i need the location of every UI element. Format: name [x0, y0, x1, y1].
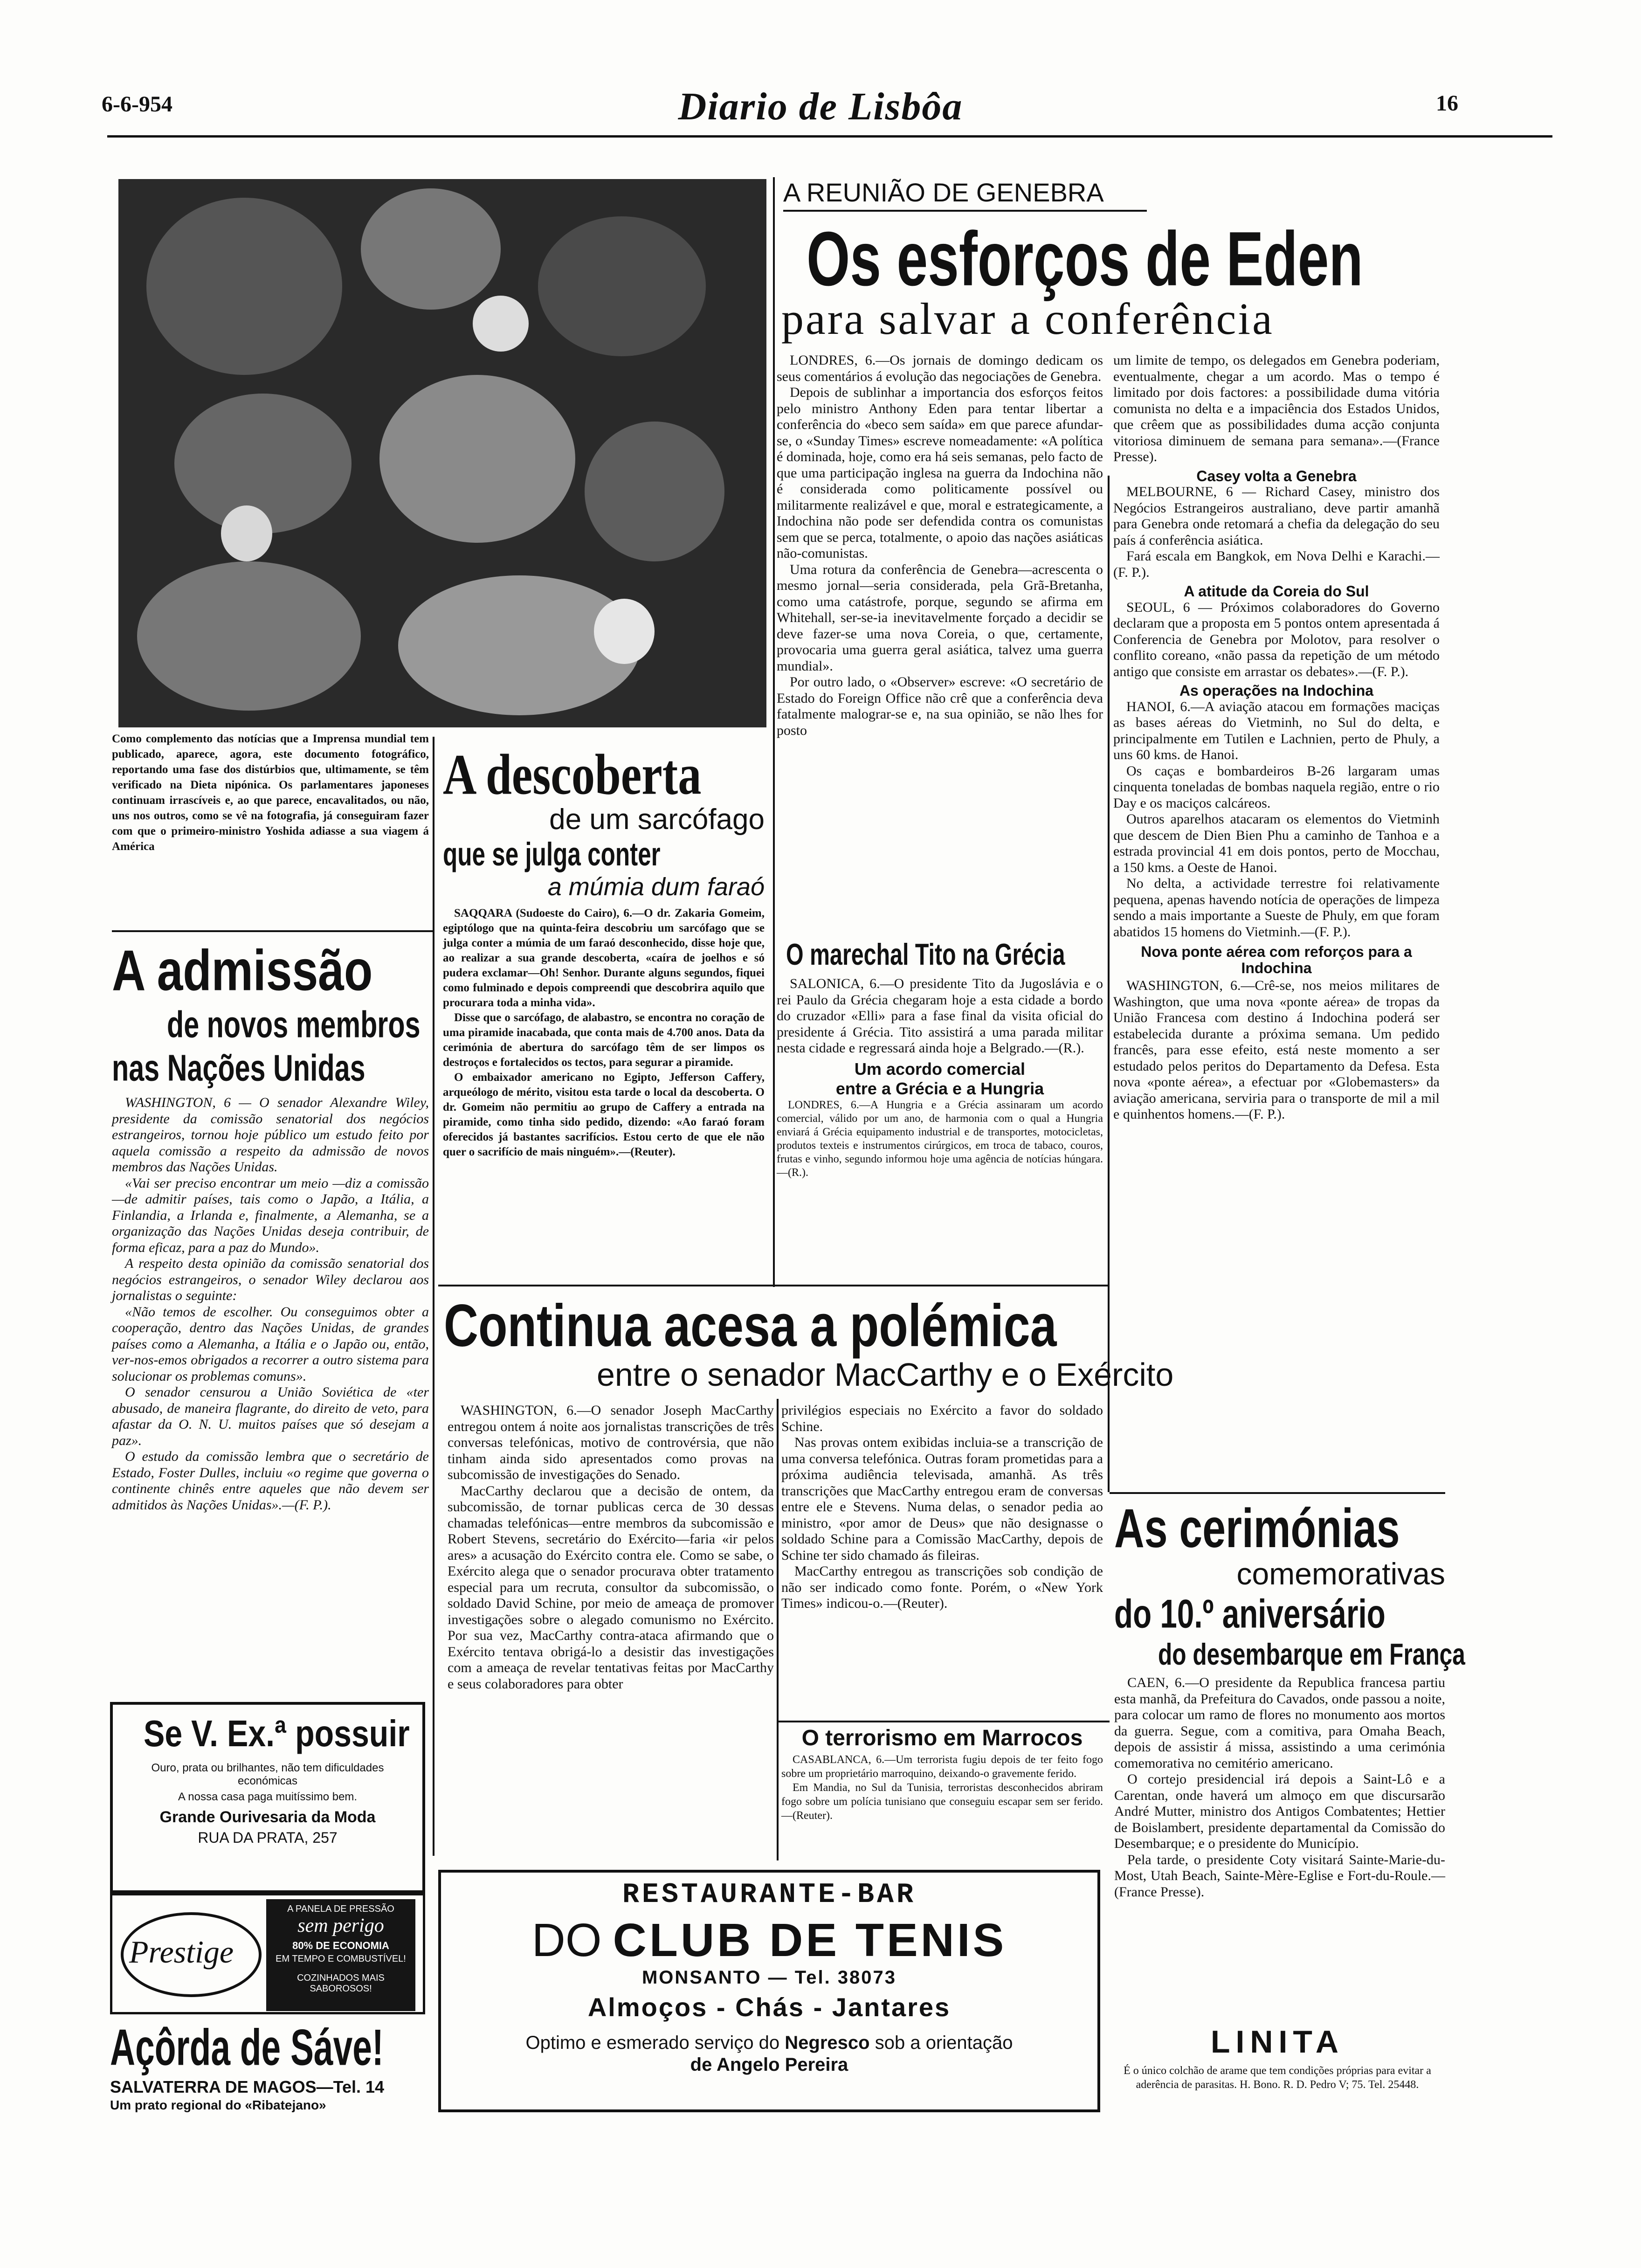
paragraph: LONDRES, 6.—A Hungria e a Grécia assinaram um acordo comercial, válido por um ano, de harmonia com o qual a Hungria enviará á Grécia equipamento industrial e de transportes, motocicletas, produtos texteis e instrumentos cirúrgicos, em troca de tabaco, couros, frutas e vinho, segundo informou hoje uma agência de notícias húngara.—(R.). — [777, 1099, 1103, 1179]
paragraph: «Vai ser preciso encontrar um meio —diz a comissão—de admitir países, tais como o Japão, a Itália, a Finlandia, a Irlanda e, finalmente, a Alemanha, se a organização das Nações Unidas deseja contribuir, de forma eficaz, para a paz do Mundo». — [112, 1175, 429, 1255]
marrocos-title: O terrorismo em Marrocos — [801, 1726, 1083, 1750]
ad-prestige — [110, 1893, 425, 2014]
descoberta-article — [443, 741, 765, 1278]
paragraph: WASHINGTON, 6.—O senador Joseph MacCarthy entregou ontem á noite aos jornalistas transcrições de três conversas telefónicas, motivo de controvérsia, que não tinham ainda sido apresentados como provas na subcomissão de investigações do Senado. — [448, 1403, 774, 1482]
paragraph: «Não temos de escolher. Ou conseguimos obter a cooperação, dentro das Nações Unidas, de grandes países como a Alemanha, a Itália e o Japão ou, então, ver-nos-emos obrigados a recorrer a outro sistema para solucionar os problemas comuns». — [112, 1304, 429, 1384]
restaurante-l4: Almoços - Chás - Jantares — [587, 1992, 951, 2022]
paragraph: Os caças e bombardeiros B-26 largaram umas cinquenta toneladas de bombas naquela região, entre o rio Day e os maciços calcáreos. — [1113, 763, 1440, 811]
ponte-title: Nova ponte aérea com reforços para a Indochina — [1141, 943, 1412, 976]
eden-headline: Os esforços de Eden — [807, 215, 1363, 302]
restaurante-l3: MONSANTO — Tel. 38073 — [641, 1967, 897, 1988]
cerimonias-h2: comemorativas — [1236, 1556, 1445, 1591]
linita-title: LINITA — [1210, 2024, 1345, 2060]
paragraph: Por outro lado, o «Observer» escreve: «O secretário de Estado do Foreign Office não crê que a conferência deva fatalmente malograr-se e, na sua opinião, se não lhes for posto — [777, 674, 1103, 738]
paragraph: MELBOURNE, 6 — Richard Casey, ministro dos Negócios Estrangeiros australiano, deve partir amanhã para Genebra onde retomará a chefia da delegação do seu país á conferência asiática. — [1113, 484, 1440, 548]
paragraph: O estudo da comissão lembra que o secretário de Estado, Foster Dulles, incluiu «o regime que governa o continente chinês entre aqueles que não devem ser admitidos às Nações Unidas».—(F. P.). — [112, 1449, 429, 1513]
paragraph: O senador censurou a União Soviética de «ter abusado, de maneira flagrante, do direito de veto, para afastar da O. N. U. muitos países que só desejam a paz». — [112, 1384, 429, 1448]
prestige-t1: A PANELA DE PRESSÃO — [287, 1904, 394, 1914]
restaurante-l5b: Negresco — [785, 2033, 870, 2053]
page-number: 16 — [1436, 91, 1458, 116]
prestige-t3: 80% DE ECONOMIA — [292, 1940, 389, 1951]
polemica-col-2 — [781, 1403, 1103, 1612]
cerimonias-h4: do desembarque em França — [1158, 1638, 1465, 1672]
ad-linita — [1114, 2024, 1441, 2092]
paragraph: SALONICA, 6.—O presidente Tito da Jugoslávia e o rei Paulo da Grécia chegaram hoje a esta cidade a bordo do cruzador «Elli» para a fase final da visita oficial do presidente á Grécia. Tito assistirá a uma parada militar nesta cidade e regressará ainda hoje a Belgrado.—(R.). — [777, 976, 1103, 1056]
ad-restaurante — [438, 1870, 1100, 2112]
prestige-t5: COZINHADOS MAIS SABOROSOS! — [297, 1973, 385, 1994]
prestige-t4: EM TEMPO E COMBUSTÍVEL! — [276, 1954, 406, 1964]
paragraph: Uma rotura da conferência de Genebra—acrescenta o mesmo jornal—seria considerada, pela Grã-Bretanha, como uma catástrofe, porque, segundo se afirma em Whitehall, ser-se-ia inevitavelmente forçado a decidir se deve fazer-se uma nova Coreia, o que, certamente, provocaria uma guerra geral asiática, talvez uma guerra mundial». — [777, 561, 1103, 674]
polemica-h2: entre o senador MacCarthy e o Exército — [597, 1356, 1174, 1393]
admissao-h3: nas Nações Unidas — [112, 1047, 365, 1089]
paragraph: Pela tarde, o presidente Coty visitará Sainte-Marie-du-Most, Utah Beach, Sainte-Mère-Eglise e Fort-du-Roule.—(France Presse). — [1114, 1852, 1445, 1900]
descoberta-h3: que se julga conter — [443, 836, 661, 873]
casey-title: Casey volta a Genebra — [1196, 467, 1357, 484]
coreia-title: A atitude da Coreia do Sul — [1184, 583, 1369, 600]
news-photo — [118, 179, 766, 727]
paragraph: CAEN, 6.—O presidente da Republica francesa partiu esta manhã, da Prefeitura do Cavados, onde passou a noite, para colocar um ramo de flores no monumento aos mortos da guerra. Segue, com a comitiva, para Omaha Beach, depois de assistir á missa, assistindo a uma cerimónia comemorativa no cemitério americano. — [1114, 1675, 1445, 1771]
tito-article — [777, 937, 1103, 1180]
indochina-title: As operações na Indochina — [1179, 682, 1374, 699]
ourives-title: Se V. Ex.ª possuir — [144, 1713, 410, 1754]
descoberta-h1: A descoberta — [443, 742, 702, 807]
issue-date: 6-6-954 — [102, 92, 172, 117]
paragraph: um limite de tempo, os delegados em Genebra poderiam, eventualmente, chegar a um acordo. Mas o tempo é limitado por dois factores: a possibilidade duma vitória comunista no delta e a impaciência dos Estados Unidos, que crêem que as possibilidades duma acção conjunta vitoriosa diminuem de semana para semana».—(France Presse). — [1113, 353, 1440, 464]
ad-ourivesaria — [110, 1702, 425, 1893]
marrocos-article — [781, 1725, 1103, 1823]
polemica-h1: Continua acesa a polémica — [444, 1293, 1057, 1359]
eden-col-2 — [1113, 353, 1440, 1123]
paragraph: O embaixador americano no Egipto, Jefferson Caffery, arqueólogo de mérito, visitou esta tarde o local da descoberta. O dr. Gomeim não permitiu ao grupo de Caffery a entrada na piramide, como tinha sido pedido, dizendo: «Ao faraó foram oferecidos já bastantes sacrifícios. Estou certo de que ele não quer o sacrifício de mais ninguém».—(Reuter). — [443, 1071, 765, 1158]
restaurante-l1: RESTAURANTE-BAR — [622, 1879, 917, 1911]
ad-acorda — [110, 2019, 427, 2113]
masthead-title: Diario de Lisbôa — [678, 85, 963, 128]
cerimonias-h3: do 10.º aniversário — [1114, 1592, 1386, 1637]
paragraph: privilégios especiais no Exército a favor do soldado Schine. — [781, 1403, 1103, 1434]
restaurante-l2b: CLUB DE TENIS — [613, 1914, 1007, 1966]
paragraph: WASHINGTON, 6.—Crê-se, nos meios militares de Washington, que uma nova «ponte aérea» de tropas da União Francesa com destino á Indochina poderá ser estabelecida durante a próxima semana. Um pedido francês, para esse efeito, está neste momento a ser estudado pelos peritos do Departamento da Defesa. Esta nova «ponte aérea», a efectuar por «Globemasters» da aviação americana, serviria para o transporte de mil a mil e quinhentos homens.—(F. P.). — [1113, 978, 1440, 1122]
prestige-panel — [266, 1899, 415, 2011]
paragraph: MacCarthy entregou as transcrições sob condição de não ser indicado como fonte. Porém, o «New York Times» indicou-o.—(Reuter). — [781, 1563, 1103, 1611]
eden-col-1 — [777, 353, 1103, 739]
paragraph: Fará escala em Bangkok, em Nova Delhi e Karachi.—(F. P.). — [1113, 548, 1440, 580]
ourives-name: Grande Ourivesaria da Moda — [159, 1808, 376, 1826]
restaurante-l2a: DO — [531, 1914, 602, 1966]
paragraph: Outros aparelhos atacaram os elementos do Vietminh que descem de Dien Bien Phu a caminho de Tanhoa e a estrada provincial 41 em dois pontos, perto de Mocchau, a 150 kms. a Oeste de Hanoi. — [1113, 811, 1440, 875]
descoberta-h4: a múmia dum faraó — [547, 873, 765, 901]
polemica-col-1 — [448, 1403, 774, 1692]
acorda-title: Açôrda de Sáve! — [110, 2019, 384, 2076]
restaurante-l6: de Angelo Pereira — [690, 2054, 848, 2075]
paragraph: HANOI, 6.—A aviação atacou em formações maciças as bases aéreas do Vietminh, no Sul do delta, e principalmente em Tutilen e Lachnien, perto de Phuly, a uns 60 kms. de Hanoi. — [1113, 698, 1440, 762]
paragraph: A respeito desta opinião da comissão senatorial dos negócios estrangeiros, o senador Wiley declarou aos jornalistas o seguinte: — [112, 1256, 429, 1303]
admissao-h1: A admissão — [112, 938, 373, 1003]
admissao-article — [112, 937, 429, 1513]
paragraph: No delta, a actividade terrestre foi relativamente pequena, apenas havendo notícia de operações de limpeza sendo a mais importante a Sueste de Phuly, em que foram abatidos 15 homens do Vietminh.—(F. P.). — [1113, 876, 1440, 940]
header-rule — [107, 135, 1552, 138]
descoberta-h2: de um sarcófago — [549, 803, 765, 836]
linita-text: É o único colchão de arame que tem condições próprias para evitar a aderência de parasitas. H. Bono. R. D. Pedro V; 75. Tel. 25448. — [1124, 2065, 1431, 2091]
paragraph: MacCarthy declarou que a decisão de ontem, da subcomissão, de tornar publicas cerca de 30 dessas chamadas telefónicas—entre membros da subcomissão e Robert Stevens, secretário do Exército—faria «ir pelos ares» a acusação do Exército contra ele. Como se sabe, o Exército alega que o senador procurava obter tratamento especial para um recruta, consultor da subcomissão, o soldado David Schine, por meio de ameaça de promover investigações sobre o alegado comunismo no Exército. Por sua vez, MacCarthy contra-ataca afirmando que o Exército tentava obrigá-lo a desistir das investigações com a ameaça de revelar tentativas feitas por MacCarthy e seus colaboradores para obter — [448, 1483, 774, 1692]
restaurante-l5a: Optimo e esmerado serviço do — [525, 2033, 780, 2053]
ourives-line-1: Ouro, prata ou brilhantes, não tem dificuldades económicas — [151, 1762, 384, 1787]
paragraph: Depois de sublinhar a importancia dos esforços feitos pelo ministro Anthony Eden para tentar libertar a conferência do «beco sem saída» em que parece afundar-se, o «Sunday Times» escreve nomeadamente: «A política é dominada, hoje, como era há seis semanas, pelo facto de que uma participação inglesa na guerra da Indochina não é considerada como politicamente possível ou militarmente realizável e que, moral e estrategicamente, a Indochina não pode ser defendida contra os comunistas sem que se perca, totalmente, o apoio das nações asiáticas não-comunistas. — [777, 385, 1103, 561]
acorda-sub: Um prato regional do «Ribatejano» — [110, 2098, 326, 2112]
acorda-line: SALVATERRA DE MAGOS—Tel. 14 — [110, 2077, 385, 2096]
paragraph: SEOUL, 6 — Próximos colaboradores do Governo declaram que a proposta em 5 pontos ontem apresentada á Conferencia de Genebra por Molotov, para resolver o conflito coreano, «não passa da repetição de um método antigo que consiste em arrastar os debates».—(F. P.). — [1113, 599, 1440, 679]
paragraph: O cortejo presidencial irá depois a Saint-Lô e a Carentan, onde haverá um almoço em que discursarão André Mutter, ministro dos Antigos Combatentes; Hettier de Boislambert, presidente departamental da Comissão do Desembarque; e o presidente do Município. — [1114, 1771, 1445, 1851]
eden-kicker: A REUNIÃO DE GENEBRA — [783, 178, 1104, 207]
paragraph: Nas provas ontem exibidas incluia-se a transcrição de uma conversa telefónica. Outras foram prometidas para a próxima audiência televisada, amanhã. As três transcrições que MacCarthy entregou eram de conversas entre ele e Stevens. Numa delas, o senador pedia ao ministro, «por amor de Deus» que não designasse o soldado Schine para a Comissão MacCarthy, depois de Schine ter sido chamado ás fileiras. — [781, 1435, 1103, 1563]
ourives-address: RUA DA PRATA, 257 — [198, 1829, 338, 1846]
paragraph: SAQQARA (Sudoeste do Cairo), 6.—O dr. Zakaria Gomeim, egiptólogo que na quinta-feira descobriu um sarcófago que se julga conter a múmia de um faraó desconhecido, disse hoje que, ao realizar a sua grande descoberta, «caíra de joelhos e só pudera exclamar—Oh! Senhor. Durante alguns segundos, fiquei como fulminado e depois compreendi que descobrira aquilo que procurara toda a minha vida». — [443, 907, 765, 1009]
prestige-brand: Prestige — [129, 1934, 234, 1970]
paragraph: Disse que o sarcófago, de alabastro, se encontra no coração de uma piramide inacabada, que conta mais de 4.700 anos. Data da cerimónia de abertura do sarcófago têm de ser limpos os destroços e fortalecidos os tectos, para segurar a piramide. — [443, 1011, 765, 1069]
admissao-h2: de novos membros — [167, 1004, 421, 1046]
paragraph: LONDRES, 6.—Os jornais de domingo dedicam os seus comentários á evolução das negociações de Genebra. — [777, 353, 1103, 384]
ourives-line-2: A nossa casa paga muitíssimo bem. — [178, 1791, 358, 1803]
restaurante-l5c: sob a orientação — [875, 2033, 1013, 2053]
eden-subhead: para salvar a conferência — [781, 294, 1274, 344]
acordo-title-1: Um acordo comercial — [854, 1059, 1026, 1079]
cerimonias-h1: As cerimónias — [1114, 1498, 1400, 1559]
acordo-title-2: entre a Grécia e a Hungria — [835, 1079, 1044, 1098]
paragraph: WASHINGTON, 6 — O senador Alexandre Wiley, presidente da comissão senatorial dos negócios estrangeiros, tornou hoje público um estudo feito por aquela comissão a respeito da admissão de novos membros das Nações Unidas. — [112, 1095, 429, 1175]
photo-caption: Como complemento das notícias que a Imprensa mundial tem publicado, aparece, agora, este documento fotográfico, reportando uma fase dos distúrbios que, ultimamente, se têm verificado na Dieta nipónica. Os parlamentares japoneses continuam irrascíveis e, ao que parece, encavalitados, ou não, uns nos outros, como se vê na fotografia, já conseguiram fazer com que o primeiro-ministro Yoshida adiasse a sua viagem á América — [112, 733, 429, 853]
tito-title: O marechal Tito na Grécia — [786, 938, 1065, 972]
paragraph: CASABLANCA, 6.—Um terrorista fugiu depois de ter feito fogo sobre um proprietário marroquino, deixando-o gravemente ferido. — [781, 1754, 1103, 1780]
paragraph: Em Mandia, no Sul da Tunisia, terroristas desconhecidos abriram fogo sobre um polícia tunisiano que conseguiu escapar sem ser ferido.—(Reuter). — [781, 1782, 1103, 1822]
cerimonias-article — [1114, 1497, 1465, 1900]
prestige-t2: sem perigo — [297, 1915, 384, 1936]
